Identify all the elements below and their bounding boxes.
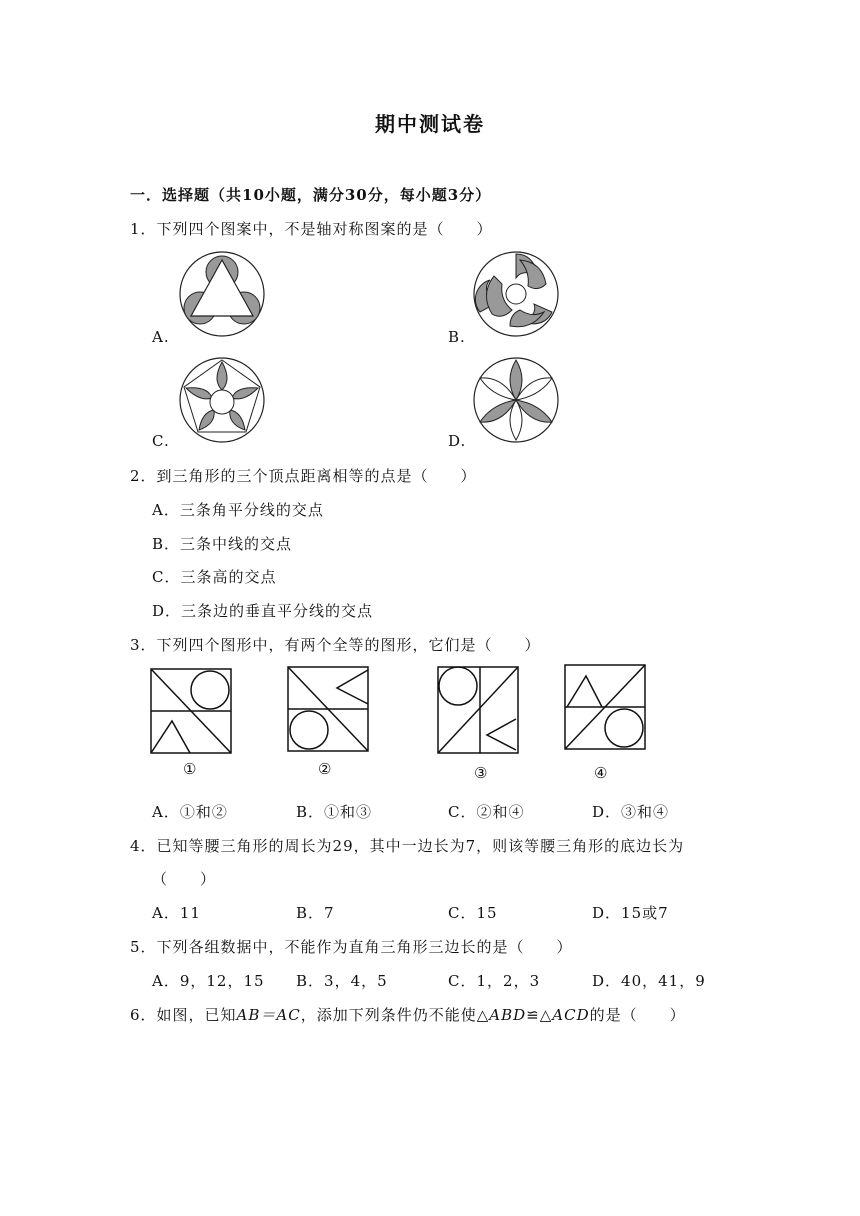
q1-option-d: D. — [448, 432, 467, 450]
q1-option-c: C. — [152, 432, 170, 450]
q1-option-b: B. — [448, 328, 466, 346]
q1-figure-b — [472, 250, 560, 338]
q1-option-a: A. — [152, 328, 170, 346]
q4-option-c: C．15 — [448, 904, 498, 922]
page-title: 期中测试卷 — [375, 112, 485, 136]
question-4-stem: 4．已知等腰三角形的周长为29，其中一边长为7，则该等腰三角形的底边长为 — [130, 837, 685, 855]
q6-equation: AB＝AC — [236, 1006, 301, 1024]
q2-option-d: D．三条边的垂直平分线的交点 — [152, 602, 374, 620]
q4-option-b: B．7 — [296, 904, 335, 922]
q4-option-a: A．11 — [152, 904, 201, 922]
q6-suffix: 的是（ ） — [589, 1006, 686, 1024]
q3-option-b: B．①和③ — [296, 803, 373, 821]
q1-figure-c — [178, 356, 266, 444]
q1-figure-d — [472, 356, 560, 444]
q3-figure-4 — [564, 664, 646, 750]
q3-option-c: C．②和④ — [448, 803, 525, 821]
q3-option-a: A．①和② — [152, 803, 228, 821]
q2-option-a: A．三条角平分线的交点 — [152, 501, 324, 519]
q4-option-d: D．15或7 — [592, 904, 669, 922]
q5-option-a: A．9，12，15 — [152, 972, 265, 990]
q5-option-b: B．3，4，5 — [296, 972, 388, 990]
q5-option-c: C．1，2，3 — [448, 972, 541, 990]
q3-figure-label-3: ③ — [474, 764, 489, 782]
q5-option-d: D．40，41，9 — [592, 972, 706, 990]
q3-option-d: D．③和④ — [592, 803, 670, 821]
question-5-stem: 5．下列各组数据中，不能作为直角三角形三边长的是（ ） — [130, 938, 573, 956]
q3-figure-2 — [287, 666, 369, 752]
q3-figure-1 — [150, 668, 232, 754]
question-4-stem-cont: （ ） — [152, 870, 217, 888]
q2-option-b: B．三条中线的交点 — [152, 535, 293, 553]
q3-figure-label-1: ① — [183, 760, 198, 778]
q1-figure-a — [178, 250, 266, 338]
section-heading: 一．选择题（共10小题，满分30分，每小题3分） — [130, 186, 492, 204]
q3-figure-label-2: ② — [318, 760, 333, 778]
q2-option-c: C．三条高的交点 — [152, 568, 277, 586]
question-3-stem: 3．下列四个图形中，有两个全等的图形，它们是（ ） — [130, 636, 541, 654]
question-1-stem: 1．下列四个图案中，不是轴对称图案的是（ ） — [130, 220, 493, 238]
q6-prefix: 6．如图，已知 — [130, 1006, 237, 1024]
question-6-stem — [130, 1004, 686, 1025]
q6-congruent-symbol: ≌△ — [526, 1006, 553, 1024]
q3-figure-label-4: ④ — [594, 764, 609, 782]
q3-figure-3 — [437, 666, 519, 754]
question-2-stem: 2．到三角形的三个顶点距离相等的点是（ ） — [130, 467, 477, 485]
q6-triangle-1: ABD — [489, 1006, 527, 1024]
q6-mid: ，添加下列条件仍不能使△ — [300, 1006, 490, 1024]
q6-triangle-2: ACD — [552, 1006, 590, 1024]
